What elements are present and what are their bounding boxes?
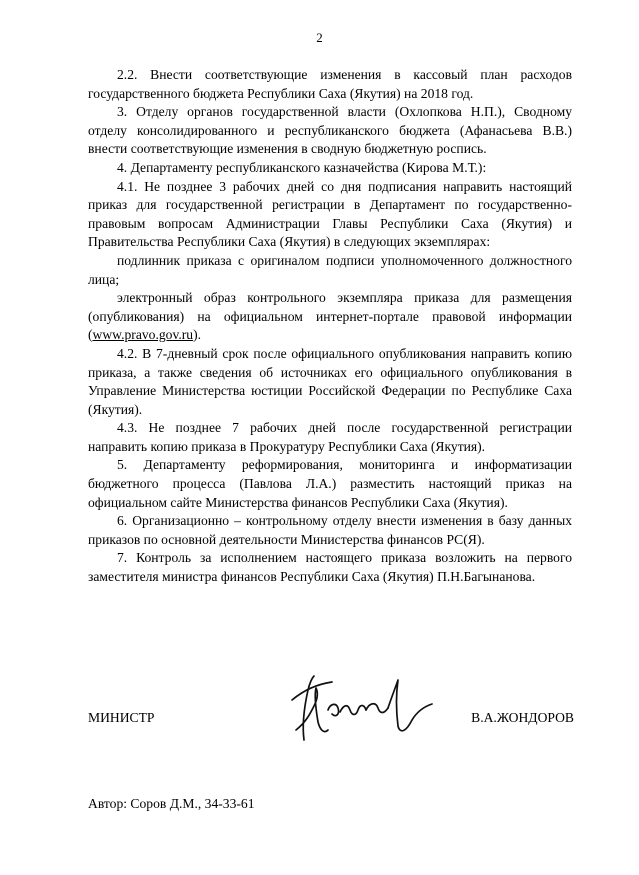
signatory-name: В.А.ЖОНДОРОВ [471,710,574,725]
electronic-copy-text: электронный образ контрольного экземпляра приказа для размещения (опубликования) на официальном интернет-портале правовой информации ( [88,290,572,343]
paragraph-original-copy: подлинник приказа с оригиналом подписи уполномоченного должностного лица; [88,252,572,287]
paragraph-4: 4. Департаменту республиканского казначейства (Кирова М.Т.): [117,159,487,175]
paragraph-4-2: 4.2. В 7-дневный срок после официального опубликования направить копию приказа, а также сведения об источниках его официального опубликования в Управление Министерства юстиции Российской Федерации по Республике Саха (Якутия). [88,345,572,417]
pravo-link[interactable]: www.pravo.gov.ru [92,327,194,343]
paragraph-4-3: 4.3. Не позднее 7 рабочих дней после государственной регистрации направить копию приказа в Прокуратуру Республики Саха (Якутия). [88,420,572,454]
paragraph-electronic-copy [88,289,572,345]
signature-block [88,700,574,740]
author-line: Автор: Соров Д.М., 34-33-61 [88,796,255,811]
paragraph-3: 3. Отделу органов государственной власти (Охлопкова Н.П.), Сводному отделу консолидированного и республиканского бюджета (Афанасьева В.В.) внести соответствующие изменения в сводную бюджетную роспись. [88,104,572,157]
paragraph-5: 5. Департаменту реформирования, мониторинга и информатизации бюджетного процесса (Павлова Л.А.) разместить настоящий приказ на официальном сайте Министерства финансов Республики Саха (Якутия). [88,457,572,510]
handwritten-signature [284,670,434,742]
document-body [88,66,572,587]
page-number: 2 [316,30,323,45]
electronic-copy-end: ). [193,327,202,343]
paragraph-6: 6. Организационно – контрольному отделу внести изменения в базу данных приказов по основной деятельности Министерства финансов РС(Я). [88,513,572,547]
paragraph-2-2: 2.2. Внести соответствующие изменения в кассовый план расходов государственного бюджета Республики Саха (Якутия) на 2018 год. [88,67,572,101]
paragraph-4-1: 4.1. Не позднее 3 рабочих дней со дня подписания направить настоящий приказ для государственной регистрации в Департамент по государственно-правовым вопросам Администрации Главы Республики Саха (Якутия) и Правительства Республики Саха (Якутия) в следующих экземплярах: [88,178,572,250]
paragraph-7: 7. Контроль за исполнением настоящего приказа возложить на первого заместителя министра финансов Республики Саха (Якутия) П.Н.Багынанова. [88,550,572,585]
signatory-position: МИНИСТР [88,710,155,725]
